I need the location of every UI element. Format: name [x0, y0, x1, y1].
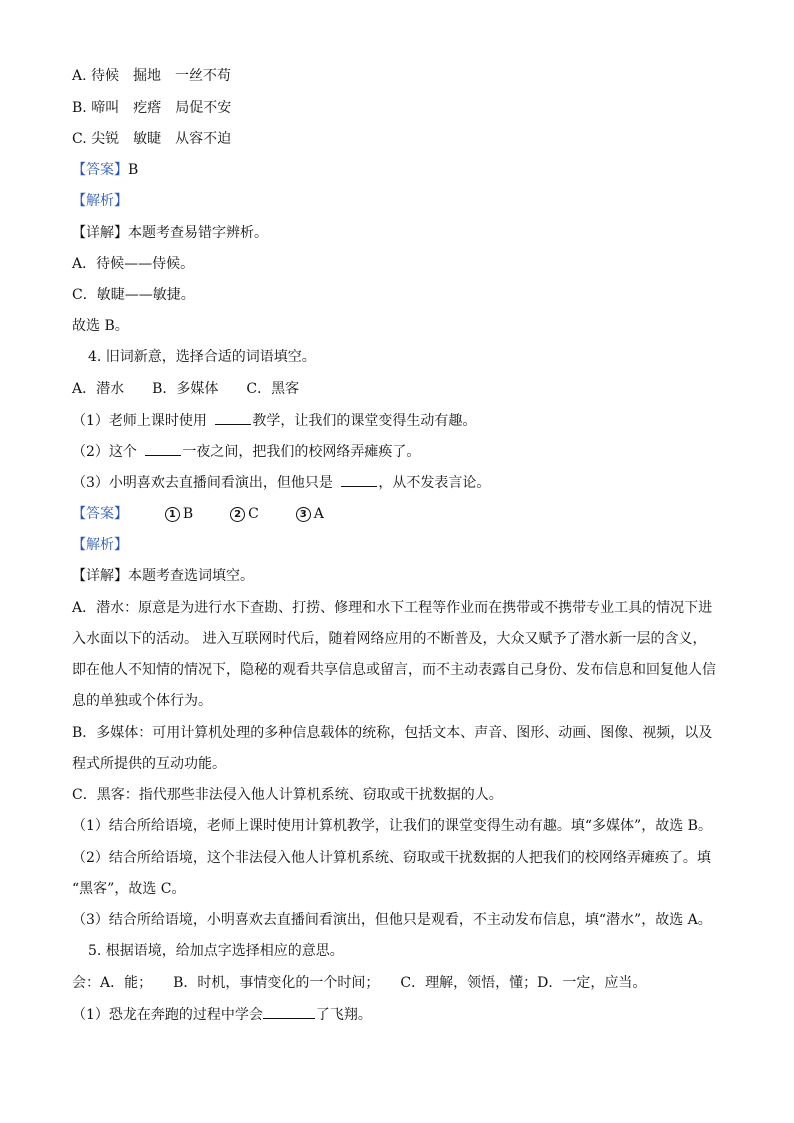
q4-s1-pre: （1）老师上课时使用 [72, 413, 212, 429]
analysis-tag: 【解析】 [72, 537, 128, 553]
fill-blank [215, 410, 251, 425]
answer-tag: 【答案】 [72, 162, 128, 178]
q3-answer: B [128, 162, 139, 178]
q4-explain-b-1: B．多媒体：可用计算机处理的多种信息载体的统称，包括文本、声音、图形、动画、图像、视频，以及 [72, 725, 713, 741]
q4-s2-pre: （2）这个 [72, 444, 142, 460]
detail-tag: 【详解】 [72, 225, 128, 241]
q4-explain-a-1: A．潜水：原意是为进行水下查勘、打捞、修理和水下工程等作业而在携带或不携带专业工具的情况下进 [72, 600, 713, 616]
q4-sentence-3 [72, 472, 722, 493]
q5-s1-post: 了飞翔。 [315, 1007, 372, 1023]
q4-explain-3: （3）结合所给语境，小明喜欢去直播间看演出，但他只是观看，不主动发布信息，填“潜水”，故选 A。 [72, 912, 712, 928]
q3-option-b: B. 啼叫 疙瘩 局促不安 [72, 100, 232, 116]
q3-option-c: C. 尖锐 敏睫 从容不迫 [72, 131, 232, 147]
q4-s2-post: 一夜之间，把我们的校网络弄瘫痪了。 [182, 444, 421, 460]
q4-detail: 本题考查选词填空。 [128, 568, 254, 584]
q4-detail-line [72, 566, 722, 586]
q4-answer-1: B [182, 506, 194, 522]
q3-fix-a: A．待候——侍候。 [72, 256, 195, 272]
q4-answer-line [72, 504, 722, 524]
q4-s3-pre: （3）小明喜欢去直播间看演出，但他只是 [72, 475, 338, 491]
q4-title: 4. 旧词新意，选择合适的词语填空。 [88, 349, 316, 365]
q4-explain-c-1: C．黑客：指代那些非法侵入他人计算机系统、窃取或干扰数据的人。 [72, 787, 503, 803]
q5-s1-pre: （1）恐龙在奔跑的过程中学会 [72, 1007, 263, 1023]
q4-sentence-1 [72, 410, 722, 431]
answer-tag: 【答案】 [72, 506, 128, 522]
q4-answer-3: A [313, 506, 324, 522]
q3-analysis-tag [72, 191, 722, 211]
q3-option-a: A. 待候 掘地 一丝不苟 [72, 68, 232, 84]
circled-number: 1 [165, 507, 180, 522]
q4-explain-2-1: （2）结合所给语境，这个非法侵入他人计算机系统、窃取或干扰数据的人把我们的校网络弄瘫痪了。填 [72, 850, 711, 866]
q3-detail-line [72, 223, 722, 243]
q3-conclusion: 故选 B。 [72, 318, 129, 334]
circled-number: 3 [296, 507, 311, 522]
q4-s1-post: 教学，让我们的课堂变得生动有趣。 [252, 413, 477, 429]
fill-blank [263, 1004, 315, 1019]
q4-explain-2-2: “黑客”，故选 C。 [72, 881, 186, 897]
fill-blank [341, 472, 377, 487]
fill-blank [145, 441, 181, 456]
q4-explain-b-2: 程式所提供的互动功能。 [72, 756, 226, 772]
detail-tag: 【详解】 [72, 568, 128, 584]
q5-meanings: 会：A．能； B．时机，事情变化的一个时间； C．理解，领悟，懂；D．一定，应当。 [72, 975, 647, 991]
q3-answer-line [72, 160, 722, 180]
circled-number: 2 [230, 507, 245, 522]
q4-s3-post: ，从不发表言论。 [378, 475, 491, 491]
q3-detail: 本题考查易错字辨析。 [128, 225, 268, 241]
q4-options: A．潜水 B．多媒体 C．黑客 [72, 381, 300, 397]
q4-answer-2: C [248, 506, 259, 522]
analysis-tag: 【解析】 [72, 193, 128, 209]
q4-explain-1: （1）结合所给语境，老师上课时使用计算机教学，让我们的课堂变得生动有趣。填“多媒体”，故选 B。 [72, 818, 712, 834]
q5-title: 5. 根据语境，给加点字选择相应的意思。 [88, 943, 344, 959]
q4-explain-a-3: 即在他人不知情的情况下，隐秘的观看共享信息或留言，而不主动表露自己身份、发布信息和回复他人信 [72, 662, 716, 678]
q4-explain-a-2: 入水面以下的活动。 进入互联网时代后，随着网络应用的不断普及，大众又赋予了潜水新一层的含义， [72, 631, 707, 647]
q4-analysis-tag [72, 535, 722, 555]
q5-sentence-1 [72, 1004, 722, 1025]
q3-fix-c: C．敏睫——敏捷。 [72, 287, 195, 303]
q4-explain-a-4: 息的单独或个体行为。 [72, 693, 212, 709]
q4-sentence-2 [72, 441, 722, 462]
